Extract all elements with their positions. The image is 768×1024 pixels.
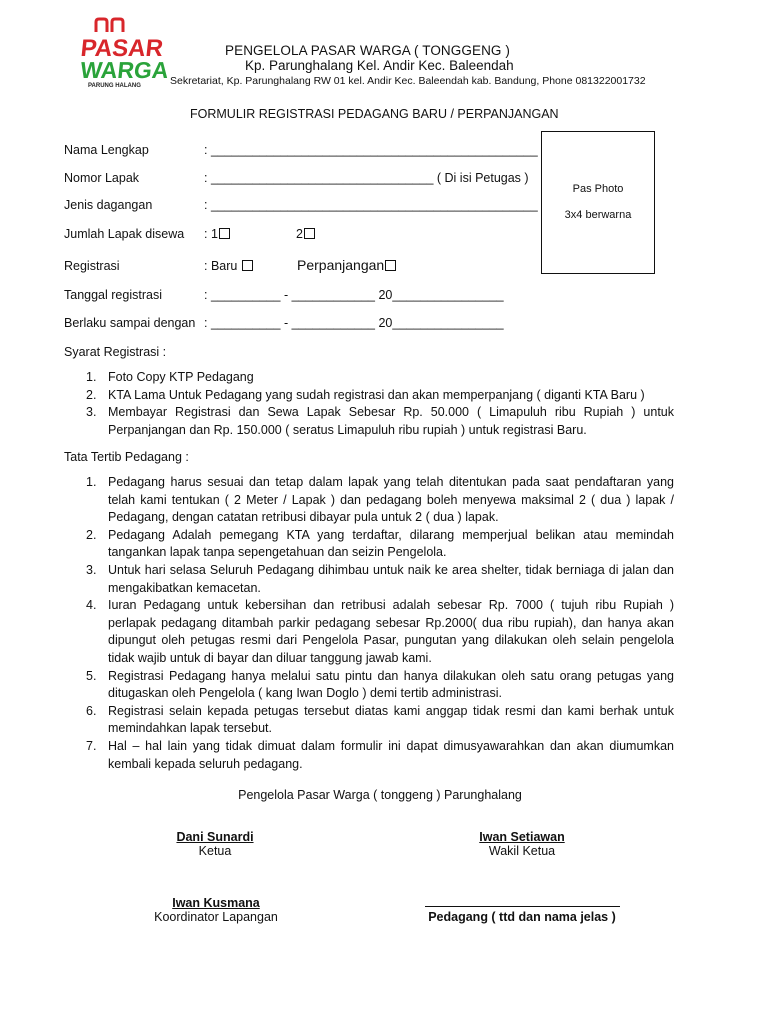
list-item-text: Pedagang Adalah pemegang KTA yang terdaftar, dilarang memperjual belikan atau memindah tangankan lapak tanpa sepengetahuan dan seizin Pengelola. <box>108 527 674 560</box>
logo-word-pasar: PASAR <box>79 35 165 62</box>
field-jumlah-option-2[interactable] <box>296 227 315 241</box>
list-item-text: Hal – hal lain yang tidak dimuat dalam formulir ini dapat dimusyawarahkan dan akan diumumkan kembali kepada seluruh pedagang. <box>108 738 674 771</box>
list-item-number: 7. <box>86 738 97 753</box>
signature-pedagang <box>412 896 632 924</box>
closing-text: Pengelola Pasar Warga ( tonggeng ) Parunghalang <box>238 788 522 802</box>
list-item-text: Registrasi selain kepada petugas tersebut diatas kami anggap tidak resmi dan kami berhak untuk memindahkan lapak tersebut. <box>108 703 674 736</box>
tatib-title: Tata Tertib Pedagang : <box>64 450 189 464</box>
checkbox-registrasi-perpanjangan[interactable] <box>385 260 396 271</box>
pasar-warga-logo <box>79 18 170 89</box>
list-item-text: Untuk hari selasa Seluruh Pedagang dihimbau untuk naik ke area shelter, tidak berniaga di jalan dan mengakibatkan kemacetan. <box>108 562 674 595</box>
checkbox-jumlah-1[interactable] <box>219 228 230 239</box>
signature-koordinator-role: Koordinator Lapangan <box>154 910 278 924</box>
photo-line2: 3x4 berwarna <box>564 209 632 221</box>
field-nomor-label: Nomor Lapak <box>64 171 140 185</box>
list-item <box>86 369 674 387</box>
logo-bag-handle-left <box>96 19 107 32</box>
field-jumlah-opt2-label: 2 <box>296 227 303 241</box>
list-item <box>86 404 674 439</box>
list-item-number: 3. <box>86 405 97 420</box>
field-jumlah-label: Jumlah Lapak disewa <box>64 227 185 241</box>
list-item <box>86 527 674 562</box>
logo-word-warga: WARGA <box>79 57 170 83</box>
field-nama-label: Nama Lengkap <box>64 143 149 157</box>
logo-tagline: PARUNG HALANG <box>88 83 141 89</box>
tatib-list <box>86 474 674 773</box>
field-jenis-label: Jenis dagangan <box>64 198 153 212</box>
list-item-number: 5. <box>86 668 97 683</box>
list-item-text: KTA Lama Untuk Pedagang yang sudah registrasi dan akan memperpanjang ( diganti KTA Baru ) <box>108 387 645 402</box>
list-item <box>86 474 674 527</box>
field-jumlah-prefix: : 1 <box>204 227 218 241</box>
signature-koordinator <box>126 896 306 924</box>
list-item <box>86 597 674 667</box>
signature-ketua-role: Ketua <box>198 844 232 858</box>
field-tanggal-label: Tanggal registrasi <box>64 288 162 302</box>
list-item-number: 2. <box>86 387 97 402</box>
field-jenis-value[interactable]: : _______________________________________________ <box>204 198 538 212</box>
photo-line1: Pas Photo <box>572 183 624 195</box>
logo-bag-handle-right <box>112 19 123 32</box>
list-item <box>86 562 674 597</box>
syarat-list <box>86 369 674 439</box>
signature-wakil-ketua-name: Iwan Setiawan <box>479 830 565 844</box>
list-item-text: Registrasi Pedagang hanya melalui satu pintu dan hanya dilakukan oleh satu orang petugas yang ditugaskan oleh Pengelola ( kang Iwan Doglo ) demi tertib administrasi. <box>108 668 674 701</box>
field-registrasi-opt2-label: Perpanjangan <box>297 257 385 273</box>
list-item-number: 2. <box>86 527 97 542</box>
list-item-text: Foto Copy KTP Pedagang <box>108 370 254 384</box>
form-title: FORMULIR REGISTRASI PEDAGANG BARU / PERPANJANGAN <box>190 107 559 121</box>
photo-placeholder <box>541 131 655 274</box>
field-nomor-value[interactable]: : ________________________________ ( Di isi Petugas ) <box>204 171 529 185</box>
list-item-number: 4. <box>86 598 97 613</box>
signature-pedagang-line[interactable] <box>425 896 620 907</box>
list-item-number: 1. <box>86 475 97 489</box>
list-item <box>86 668 674 703</box>
header-address: Kp. Parunghalang Kel. Andir Kec. Baleendah <box>245 58 514 73</box>
checkbox-jumlah-2[interactable] <box>304 228 315 239</box>
list-item-text: Membayar Registrasi dan Sewa Lapak Sebesar Rp. 50.000 ( Limapuluh ribu Rupiah ) untuk Perpanjangan dan Rp. 150.000 ( seratus Limapuluh ribu rupiah ) untuk registrasi Baru. <box>108 405 674 437</box>
header-org: PENGELOLA PASAR WARGA ( TONGGENG ) <box>225 43 510 58</box>
signature-ketua-name: Dani Sunardi <box>176 830 254 844</box>
list-item <box>86 738 674 773</box>
field-tanggal-value[interactable]: : __________ - ____________ 20________________ <box>204 288 504 302</box>
header-secretariat: Sekretariat, Kp. Parunghalang RW 01 kel. Andir Kec. Baleendah kab. Bandung, Phone 081322001732 <box>170 75 646 87</box>
field-registrasi-option-perpanjangan[interactable] <box>297 257 396 273</box>
list-item-number: 6. <box>86 703 97 718</box>
field-registrasi-prefix: : Baru <box>204 259 238 273</box>
signature-ketua <box>130 830 300 858</box>
field-nama-value[interactable]: : _______________________________________________ <box>204 143 538 157</box>
list-item-text: Iuran Pedagang untuk kebersihan dan retribusi adalah sebesar Rp. 7000 ( tujuh ribu Rupiah ) perlapak pedagang ditambah parkir pedagang sebesar Rp.2000( dua ribu rupiah), dan hanya akan dipungut oleh petugas resmi dari Pengelola Pasar, pungutan yang dilakukan oleh selain pengelola tidak wajib untuk di bayar dan diluar tanggung jawab kami. <box>108 598 674 665</box>
list-item-number: 3. <box>86 562 97 577</box>
checkbox-registrasi-baru[interactable] <box>242 260 253 271</box>
signature-wakil-ketua <box>437 830 607 858</box>
list-item <box>86 387 674 405</box>
field-berlaku-value[interactable]: : __________ - ____________ 20________________ <box>204 316 504 330</box>
field-registrasi-label: Registrasi <box>64 259 120 273</box>
field-jumlah-option-1[interactable] <box>204 227 230 241</box>
field-registrasi-option-baru[interactable] <box>204 259 253 273</box>
signature-pedagang-role: Pedagang ( ttd dan nama jelas ) <box>428 910 616 924</box>
signature-wakil-ketua-role: Wakil Ketua <box>488 844 556 858</box>
list-item <box>86 703 674 738</box>
syarat-title: Syarat Registrasi : <box>64 345 167 359</box>
list-item-number: 1. <box>86 370 97 384</box>
signature-koordinator-name: Iwan Kusmana <box>172 896 260 910</box>
list-item-text: Pedagang harus sesuai dan tetap dalam lapak yang telah ditentukan pada saat pendaftaran yang telah kami tentukan ( 2 Meter / Lapak ) dan pedagang boleh menyewa maksimal 2 ( dua ) lapak / Pedagang, dengan catatan retribusi dibayar pula untuk 2 ( dua ) lapak. <box>108 475 674 525</box>
field-berlaku-label: Berlaku sampai dengan <box>64 316 196 330</box>
